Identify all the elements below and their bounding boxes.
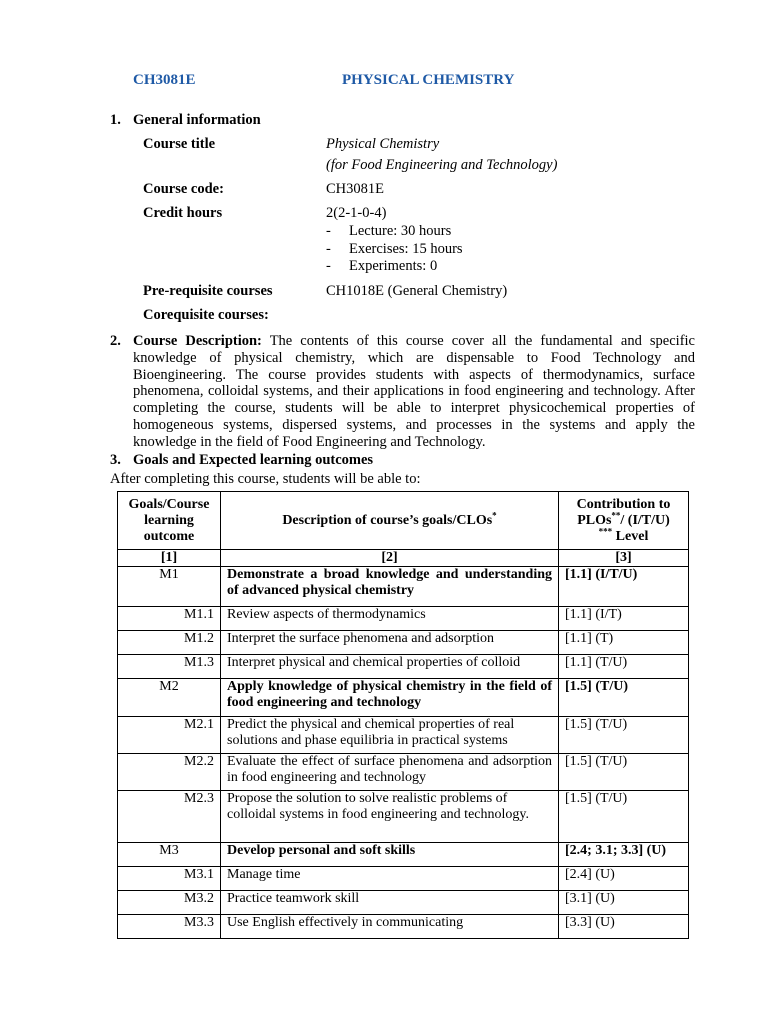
- goal-description: Interpret physical and chemical properties of colloid: [221, 655, 559, 679]
- info-label: Corequisite courses:: [143, 307, 269, 323]
- table-index-row: [118, 550, 689, 567]
- goal-plo: [2.4; 3.1; 3.3] (U): [559, 843, 689, 867]
- index-cell: [2]: [221, 550, 559, 567]
- info-value: [326, 136, 557, 177]
- goal-id: M3.2: [118, 891, 221, 915]
- goal-id: M1.3: [118, 655, 221, 679]
- info-value: CH1018E (General Chemistry): [326, 283, 508, 299]
- table-row: [118, 679, 689, 717]
- goal-id: M2: [118, 679, 221, 717]
- section-title: General information: [133, 112, 261, 128]
- info-label: Pre-requisite courses: [143, 283, 273, 299]
- index-cell: [3]: [559, 550, 689, 567]
- info-label: Course code:: [143, 181, 224, 197]
- section-number: 2.: [110, 333, 121, 349]
- goal-description: Use English effectively in communicating: [221, 915, 559, 939]
- info-value: 2(2-1-0-4): [326, 205, 387, 221]
- course-title-line-1: Physical Chemistry: [326, 136, 440, 152]
- table-header-row: [118, 492, 689, 550]
- goal-description: Practice teamwork skill: [221, 891, 559, 915]
- header-goals: Goals/Course learning outcome: [118, 492, 221, 550]
- table-row: [118, 915, 689, 939]
- goal-plo: [1.5] (T/U): [559, 791, 689, 843]
- section-number: 1.: [110, 112, 121, 128]
- goal-id: M3: [118, 843, 221, 867]
- goal-plo: [3.3] (U): [559, 915, 689, 939]
- goal-description: Propose the solution to solve realistic problems of colloidal systems in food engineering and technology.: [221, 791, 559, 843]
- table-row: [118, 754, 689, 791]
- goal-id: M3.1: [118, 867, 221, 891]
- goal-description: Predict the physical and chemical properties of real solutions and phase equilibria in practical systems: [221, 717, 559, 754]
- list-item: - Lecture: 30 hours: [326, 223, 452, 239]
- table-row: [118, 567, 689, 607]
- list-item: - Experiments: 0: [326, 258, 438, 274]
- table-row: [118, 843, 689, 867]
- goal-plo: [2.4] (U): [559, 867, 689, 891]
- section-title: Course Description:: [133, 333, 262, 349]
- goal-description: Manage time: [221, 867, 559, 891]
- index-cell: [1]: [118, 550, 221, 567]
- goal-description: Review aspects of thermodynamics: [221, 607, 559, 631]
- section-number: 3.: [110, 452, 121, 468]
- goal-plo: [1.5] (T/U): [559, 679, 689, 717]
- section-title: Goals and Expected learning outcomes: [133, 452, 374, 468]
- goal-id: M1: [118, 567, 221, 607]
- goal-plo: [1.5] (T/U): [559, 717, 689, 754]
- header-contribution: Contribution to PLOs**/ (I/T/U) *** Level: [559, 492, 689, 550]
- goal-description: Interpret the surface phenomena and adsorption: [221, 631, 559, 655]
- table-row: [118, 607, 689, 631]
- goal-plo: [1.1] (T/U): [559, 655, 689, 679]
- course-code-heading: CH3081E: [133, 72, 196, 88]
- goal-description: Apply knowledge of physical chemistry in the field of food engineering and technology: [221, 679, 559, 717]
- goal-description: Develop personal and soft skills: [221, 843, 559, 867]
- section-3-intro: After completing this course, students will be able to:: [110, 471, 421, 487]
- header-description: Description of course’s goals/CLOs*: [221, 492, 559, 550]
- goal-plo: [1.1] (T): [559, 631, 689, 655]
- course-description: [133, 333, 695, 451]
- goal-id: M3.3: [118, 915, 221, 939]
- table-row: [118, 867, 689, 891]
- credit-breakdown-list: [326, 223, 463, 276]
- goal-id: M1.1: [118, 607, 221, 631]
- clo-table: [117, 491, 689, 939]
- goal-id: M2.3: [118, 791, 221, 843]
- goal-plo: [1.1] (I/T): [559, 607, 689, 631]
- course-title-line-2: (for Food Engineering and Technology): [326, 157, 558, 173]
- goal-id: M1.2: [118, 631, 221, 655]
- goal-id: M2.1: [118, 717, 221, 754]
- section-2-number: [110, 333, 133, 350]
- section-1-heading: [110, 112, 261, 129]
- info-label: Credit hours: [143, 205, 223, 221]
- table-row: [118, 717, 689, 754]
- list-item: - Exercises: 15 hours: [326, 240, 463, 257]
- goal-id: M2.2: [118, 754, 221, 791]
- table-row: [118, 791, 689, 843]
- info-label: Course title: [143, 136, 216, 152]
- table-row: [118, 891, 689, 915]
- goal-plo: [1.1] (I/T/U): [559, 567, 689, 607]
- goal-plo: [3.1] (U): [559, 891, 689, 915]
- goal-description: Demonstrate a broad knowledge and understanding of advanced physical chemistry: [221, 567, 559, 607]
- info-value: CH3081E: [326, 181, 384, 197]
- table-row: [118, 655, 689, 679]
- section-3-heading: [110, 452, 373, 469]
- goal-plo: [1.5] (T/U): [559, 754, 689, 791]
- goal-description: Evaluate the effect of surface phenomena and adsorption in food engineering and technology: [221, 754, 559, 791]
- description-text: The contents of this course cover all the fundamental and specific knowledge of physical chemistry, which are dispensable to Food Technology and Bioengineering. The course provides students with aspects of thermodynamics, surface phenomena, colloidal systems, and their applications in food engineering and technology. After completing the course, students will be able to interpret physicochemical properties of homogeneous systems, dispersed systems, and processes in the systems and apply the knowledge in the field of Food Engineering and Technology.: [133, 333, 695, 450]
- table-row: [118, 631, 689, 655]
- course-title-heading: PHYSICAL CHEMISTRY: [342, 72, 515, 88]
